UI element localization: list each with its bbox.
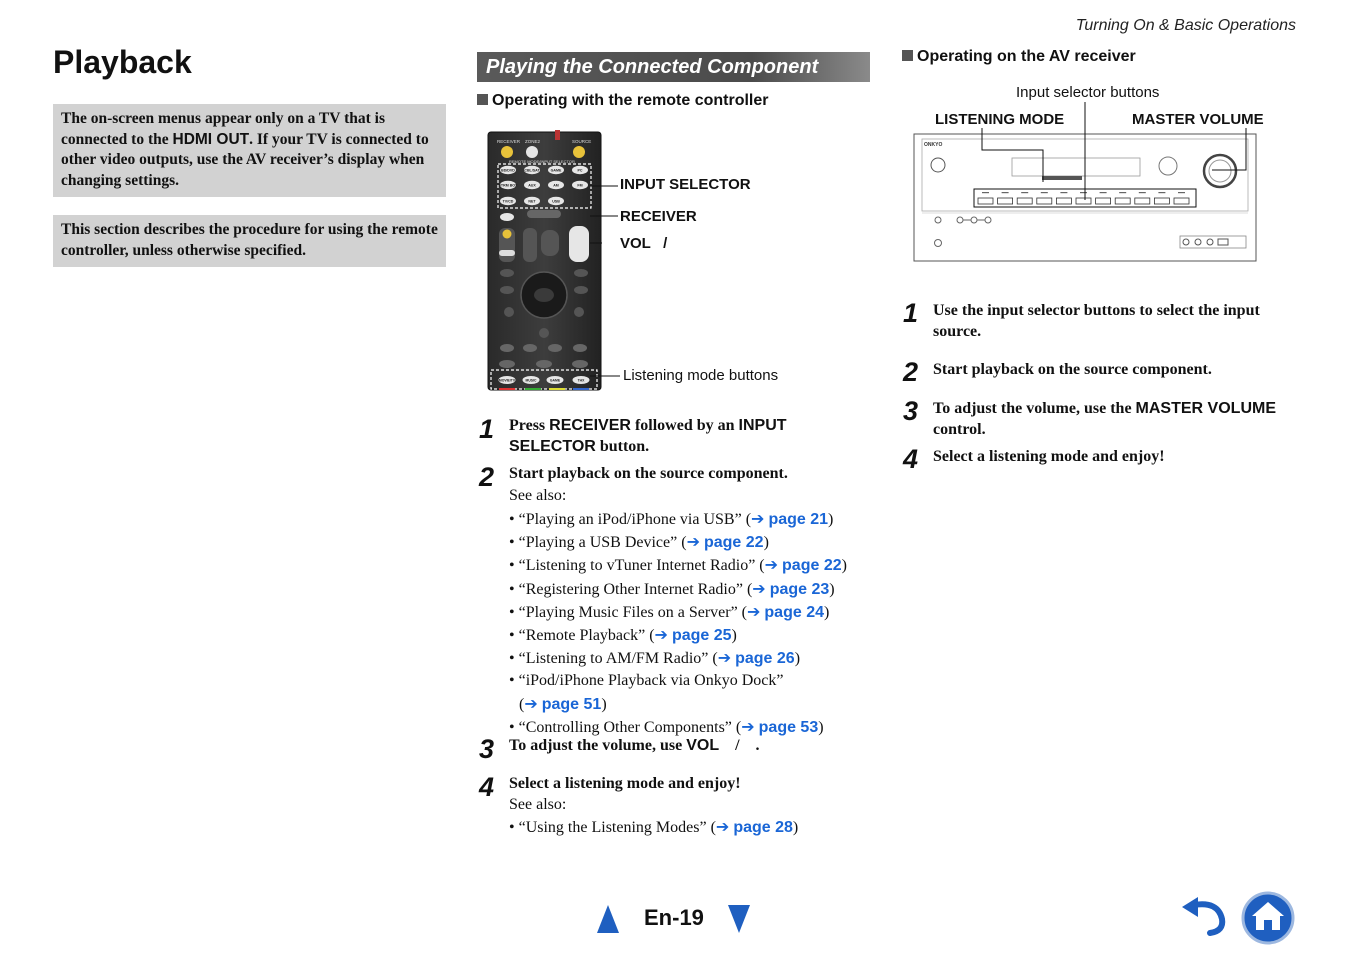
list-item: • “Using the Listening Modes” (➔ page 28): [509, 817, 799, 836]
step-number: 2: [903, 357, 919, 387]
step-text: Select a listening mode and enjoy!: [509, 775, 741, 792]
remote-input-key-label: STRM BOX: [498, 183, 518, 188]
callout-vol: VOL /: [620, 235, 668, 252]
remote-mode-key-label: GAME: [549, 378, 561, 383]
arrow-icon: ➔: [686, 532, 700, 552]
remote-mode-key-label: THX: [577, 378, 585, 383]
see-also-label: See also:: [509, 487, 567, 504]
page-link[interactable]: page 53: [758, 718, 819, 736]
list-item: • “Controlling Other Components” (➔ page 53): [509, 716, 824, 736]
page-title: Playback: [53, 44, 192, 80]
callout-master-volume: MASTER VOLUME: [1132, 111, 1264, 128]
arrow-icon: ➔: [764, 555, 779, 575]
remote-power-button: [501, 146, 513, 158]
step-number: 4: [479, 772, 495, 802]
remote-input-key-label: AM: [553, 183, 559, 188]
step-text: Use the input selector buttons to select the input source.: [933, 302, 1260, 340]
note-text: The on-screen menus appear only on a TV that is connected to the: [61, 110, 385, 148]
remote-input-key-label: GAME: [550, 168, 562, 173]
step-text: To adjust the volume, use VOL / .: [509, 737, 760, 754]
subheading-text: Operating on the AV receiver: [917, 48, 1136, 65]
square-bullet-icon: [902, 50, 913, 61]
header-section-name: Turning On & Basic Operations: [1075, 17, 1296, 34]
list-item-continuation: (➔ page 51): [519, 693, 607, 713]
page-link[interactable]: page 22: [703, 534, 764, 552]
section-title-bar: Playing the Connected Component: [477, 52, 870, 82]
square-bullet-icon: [477, 94, 488, 105]
remote-controller-illustration: [485, 130, 605, 392]
note-box-hdmi: [53, 104, 446, 197]
list-item: • “Playing Music Files on a Server” (➔ page 24): [509, 601, 830, 621]
subheading-text: Operating with the remote controller: [492, 92, 769, 109]
back-icon[interactable]: [1180, 897, 1228, 937]
arrow-icon: ➔: [752, 578, 766, 598]
remote-zone-label: ZONE2: [525, 139, 541, 144]
page-link[interactable]: page 28: [733, 819, 793, 836]
step-text: To adjust the volume, use the MASTER VOLUME control.: [933, 400, 1276, 438]
step-number: 4: [903, 444, 919, 474]
list-item: • “Listening to vTuner Internet Radio” (➔ page 22): [509, 555, 847, 575]
step-number: 1: [903, 298, 919, 328]
page-link[interactable]: page 25: [671, 627, 732, 645]
arrow-icon: ➔: [715, 817, 730, 836]
callout-receiver: RECEIVER: [620, 208, 697, 225]
remote-input-key-label: USB: [552, 199, 560, 204]
note-hdmi-term: HDMI OUT: [172, 130, 250, 148]
page-link[interactable]: page 21: [768, 511, 829, 528]
page-link[interactable]: page 51: [541, 695, 602, 713]
callout-input-selector-buttons: Input selector buttons: [1016, 84, 1160, 101]
subheading-remote: [477, 92, 768, 110]
step-number: 1: [479, 414, 495, 444]
arrow-icon: ➔: [524, 693, 538, 713]
arrow-icon: ➔: [741, 716, 755, 736]
subheading-av-receiver: [902, 48, 1136, 66]
arrow-icon: ➔: [747, 601, 761, 621]
list-item: • “Playing a USB Device” (➔ page 22): [509, 532, 769, 552]
callout-listening-mode: LISTENING MODE: [935, 111, 1065, 128]
remote-input-key-label: BD/DVD: [501, 168, 515, 173]
step-number: 3: [903, 396, 919, 426]
see-also-list: [509, 816, 798, 839]
step-text: Select a listening mode and enjoy!: [933, 448, 1165, 465]
remote-tv-button: [500, 213, 514, 221]
list-item: • “Playing an iPod/iPhone via USB” (➔ page 21): [509, 509, 834, 528]
remote-receiver-label: RECEIVER: [497, 139, 521, 144]
list-item: • “iPod/iPhone Playback via Onkyo Dock”: [509, 672, 784, 690]
step-number: 3: [479, 734, 495, 764]
home-icon[interactable]: [1241, 891, 1295, 945]
remote-input-key-label: NET: [528, 199, 536, 204]
remote-input-key-label: FM: [577, 183, 583, 188]
page-link[interactable]: page 23: [769, 580, 830, 598]
receiver-brand-label: ONKYO: [924, 142, 943, 148]
av-callout-lines: [900, 100, 1260, 210]
remote-callout-lines: [590, 180, 620, 380]
see-also-list: [509, 508, 847, 739]
previous-page-icon[interactable]: [596, 905, 620, 933]
remote-mode-key-label: MUSIC: [525, 378, 537, 383]
step-text: Start playback on the source component.: [933, 361, 1212, 378]
remote-source-button: [573, 146, 585, 158]
remote-mode-key-label: MOVIE/TV: [498, 378, 516, 383]
callout-listening-mode-buttons: Listening mode buttons: [623, 367, 779, 384]
list-item: • “Remote Playback” (➔ page 25): [509, 625, 737, 645]
note-text: . If your TV is connected to other video outputs, use the AV receiver’s display when changing settings.: [61, 130, 429, 189]
remote-zone-button: [526, 146, 538, 158]
list-item: • “Listening to AM/FM Radio” (➔ page 26): [509, 648, 801, 668]
remote-input-key-label: TV/CD: [502, 199, 514, 204]
page-link[interactable]: page 22: [782, 557, 842, 575]
page-number: En-19: [644, 905, 704, 930]
list-item: • “Registering Other Internet Radio” (➔ page 23): [509, 578, 835, 598]
page-link[interactable]: page 26: [735, 650, 795, 668]
arrow-icon: ➔: [751, 509, 765, 528]
step-text: Press RECEIVER followed by an INPUT SELECTOR button.: [509, 417, 787, 455]
remote-mode-row: [527, 210, 561, 218]
note-box-remote: This section describes the procedure for using the remote controller, unless otherwise specified.: [53, 215, 446, 267]
remote-input-key-label: PC: [577, 168, 583, 173]
see-also-label: See also:: [509, 796, 567, 813]
remote-input-key-label: AUX: [528, 183, 536, 188]
next-page-icon[interactable]: [727, 905, 751, 933]
remote-source-label: SOURCE: [572, 139, 592, 144]
remote-panel-label: REMOTE MODE/INPUT SELECTOR: [509, 159, 575, 164]
remote-input-key-label: CBL/SAT: [524, 168, 540, 173]
remote-enter-button: [534, 288, 554, 302]
step-text: Start playback on the source component.: [509, 465, 788, 482]
step-number: 2: [479, 462, 495, 492]
arrow-icon: ➔: [654, 625, 668, 645]
page-link[interactable]: page 24: [764, 603, 824, 621]
arrow-icon: ➔: [717, 648, 732, 668]
callout-input-selector: INPUT SELECTOR: [620, 176, 751, 193]
